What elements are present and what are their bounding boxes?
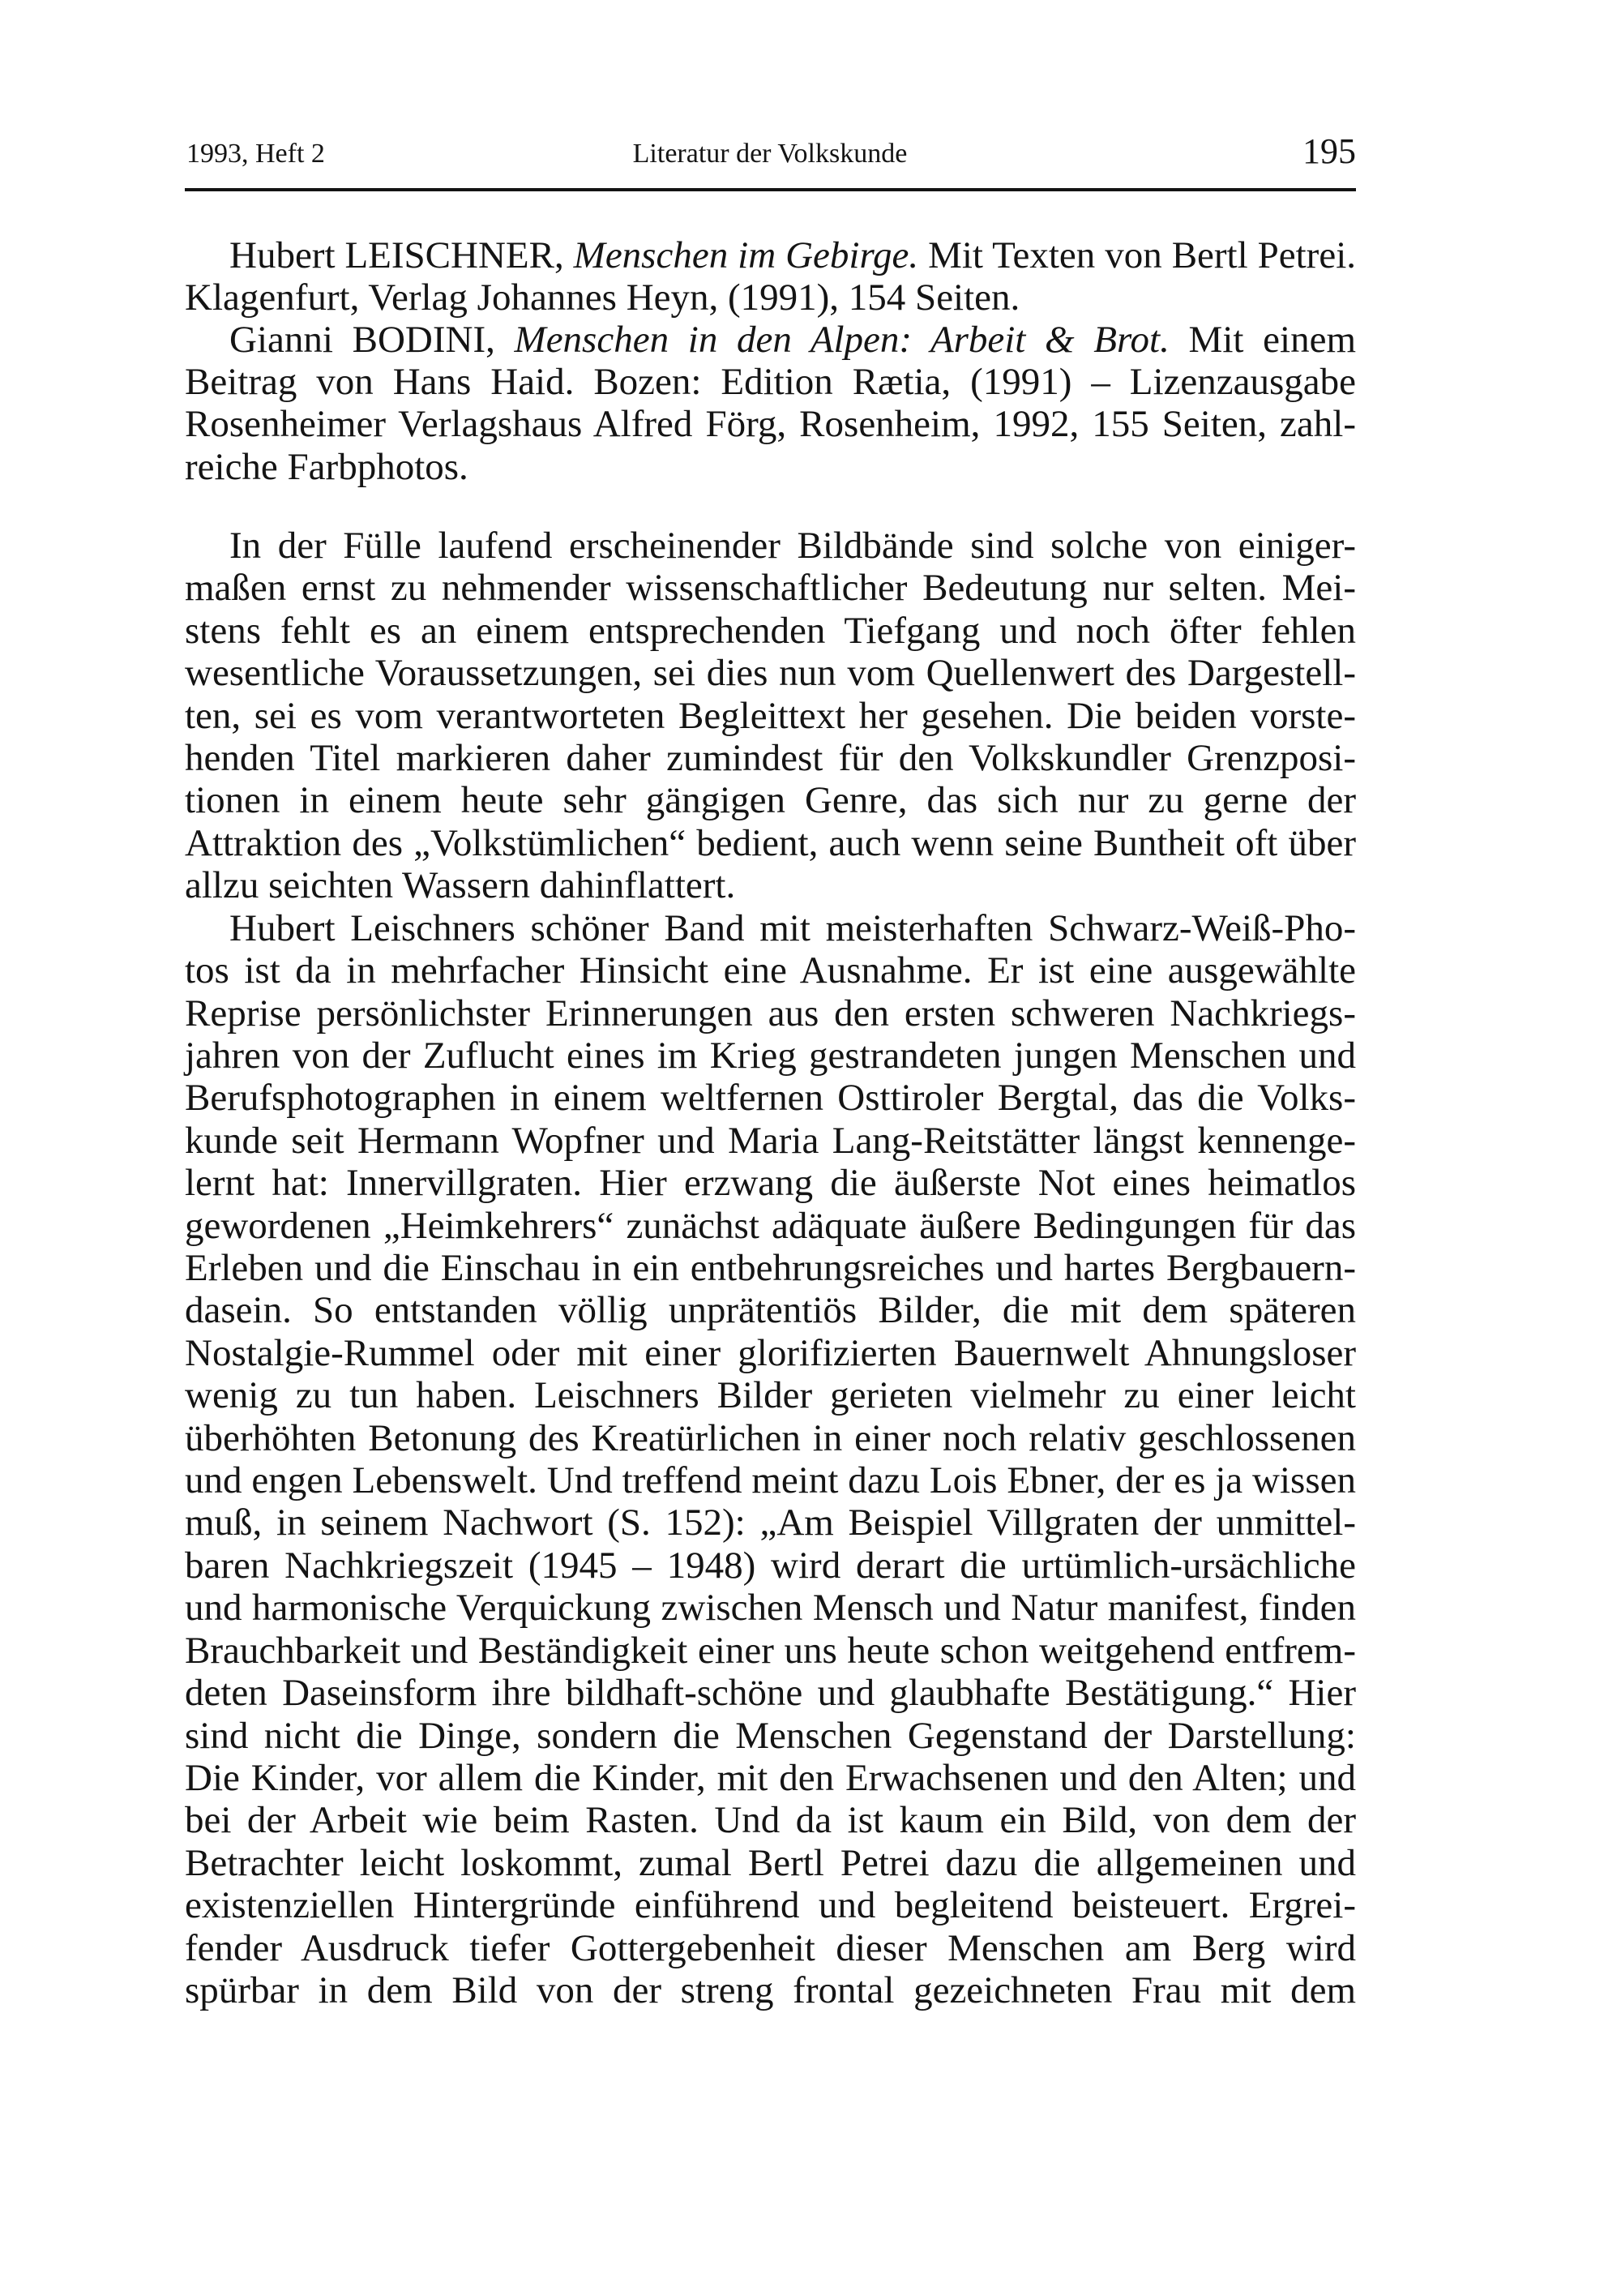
text-line: baren Nachkriegszeit (1945 – 1948) wird derart die urtümlich-ursächliche — [185, 1544, 1356, 1587]
text-line: fender Ausdruck tiefer Gottergebenheit dieser Menschen am Berg wird — [185, 1926, 1356, 1969]
header-rule — [185, 188, 1356, 191]
reference-text: Hubert LEISCHNER, — [229, 234, 574, 276]
text-line: In der Fülle laufend erscheinender Bildbände sind solche von einiger- — [229, 525, 1356, 567]
text-line: Attraktion des „Volkstümlichen“ bedient, auch wenn seine Buntheit oft über — [185, 821, 1356, 864]
text-line: Berufsphotographen in einem weltfernen Osttiroler Bergtal, das die Volks- — [185, 1077, 1356, 1120]
text-line: existenziellen Hintergründe einführend und begleitend beisteuert. Ergrei- — [185, 1884, 1356, 1927]
reference-text: Klagenfurt, Verlag Johannes Heyn, (1991), 154 Seiten. — [185, 276, 1020, 319]
text-line: sind nicht die Dinge, sondern die Menschen Gegenstand der Darstellung: — [185, 1714, 1356, 1757]
text-line: spürbar in dem Bild von der streng frontal gezeichneten Frau mit dem — [185, 1969, 1356, 2011]
reference-text: Rosenheimer Verlagshaus Alfred Förg, Rosenheim, 1992, 155 Seiten, zahl- — [185, 403, 1356, 446]
reference-text: reiche Farbphotos. — [185, 445, 468, 488]
book-title: Menschen in den Alpen: Arbeit & Brot. — [514, 319, 1170, 362]
text-line: wenig zu tun haben. Leischners Bilder gerieten vielmehr zu einer leicht — [185, 1374, 1356, 1417]
text-line: ten, sei es vom verantworteten Begleittext her gesehen. Die beiden vorste- — [185, 694, 1356, 737]
text-line: Nostalgie-Rummel oder mit einer glorifizierten Bauernwelt Ahnungsloser — [185, 1331, 1356, 1374]
text-line: lernt hat: Innervillgraten. Hier erzwang die äußerste Not eines heimatlos — [185, 1162, 1356, 1205]
text-line: Reprise persönlichster Erinnerungen aus den ersten schweren Nachkriegs- — [185, 992, 1356, 1034]
text-line: Betrachter leicht loskommt, zumal Bertl Petrei dazu die allgemeinen und — [185, 1841, 1356, 1884]
reference-text: Mit einem — [1169, 319, 1356, 362]
reference-line — [229, 234, 1356, 276]
text-line: und engen Lebenswelt. Und treffend meint dazu Lois Ebner, der es ja wissen — [185, 1459, 1356, 1502]
reference-line — [185, 361, 1356, 403]
text-line: jahren von der Zuflucht eines im Krieg gestrandeten jungen Menschen und — [185, 1034, 1356, 1077]
reference-line — [185, 403, 1356, 445]
reference-text: Beitrag von Hans Haid. Bozen: Edition Rætia, (1991) – Lizenzausgabe — [185, 361, 1356, 404]
running-header-issue: 1993, Heft 2 — [186, 139, 325, 169]
reference-line — [229, 319, 1356, 361]
text-line: maßen ernst zu nehmender wissenschaftlicher Bedeutung nur selten. Mei- — [185, 567, 1356, 610]
reference-text: Mit Texten von Bertl Petrei. — [918, 234, 1357, 276]
text-line: kunde seit Hermann Wopfner und Maria Lang-Reitstätter längst kennenge- — [185, 1119, 1356, 1162]
text-line: muß, in seinem Nachwort (S. 152): „Am Beispiel Villgraten der unmittel- — [185, 1501, 1356, 1544]
text-line: überhöhten Betonung des Kreatürlichen in einer noch relativ geschlossenen — [185, 1416, 1356, 1459]
text-line: dasein. So entstanden völlig unprätentiös Bilder, die mit dem späteren — [185, 1289, 1356, 1332]
reference-text: Gianni BODINI, — [229, 319, 515, 362]
text-line: henden Titel markieren daher zumindest für den Volkskundler Grenzposi- — [185, 737, 1356, 780]
running-header-title: Literatur der Volkskunde — [632, 139, 908, 169]
text-line: tos ist da in mehrfacher Hinsicht eine Ausnahme. Er ist eine ausgewählte — [185, 949, 1356, 992]
text-line: Brauchbarkeit und Beständigkeit einer uns heute schon weitgehend entfrem- — [185, 1629, 1356, 1672]
page-number: 195 — [1302, 131, 1356, 171]
text-line: stens fehlt es an einem entsprechenden Tiefgang und noch öfter fehlen — [185, 609, 1356, 652]
text-line: Die Kinder, vor allem die Kinder, mit den Erwachsenen und den Alten; und — [185, 1756, 1356, 1799]
text-line: Hubert Leischners schöner Band mit meisterhaften Schwarz-Weiß-Pho- — [229, 906, 1356, 949]
book-title: Menschen im Gebirge. — [573, 234, 919, 276]
text-line: bei der Arbeit wie beim Rasten. Und da ist kaum ein Bild, von dem der — [185, 1799, 1356, 1842]
text-line: tionen in einem heute sehr gängigen Genre, das sich nur zu gerne der — [185, 779, 1356, 822]
text-line: und harmonische Verquickung zwischen Mensch und Natur manifest, finden — [185, 1587, 1356, 1630]
text-line: deten Daseinsform ihre bildhaft-schöne und glaubhafte Bestätigung.“ Hier — [185, 1672, 1356, 1715]
text-line: allzu seichten Wassern dahinflattert. — [185, 864, 736, 907]
text-line: Erleben und die Einschau in ein entbehrungsreiches und hartes Bergbauern- — [185, 1247, 1356, 1289]
reference-line — [185, 446, 1356, 488]
reference-line — [185, 276, 1356, 319]
text-line: wesentliche Voraussetzungen, sei dies nun vom Quellenwert des Dargestell- — [185, 652, 1356, 695]
text-line: gewordenen „Heimkehrers“ zunächst adäquate äußere Bedingungen für das — [185, 1204, 1356, 1247]
